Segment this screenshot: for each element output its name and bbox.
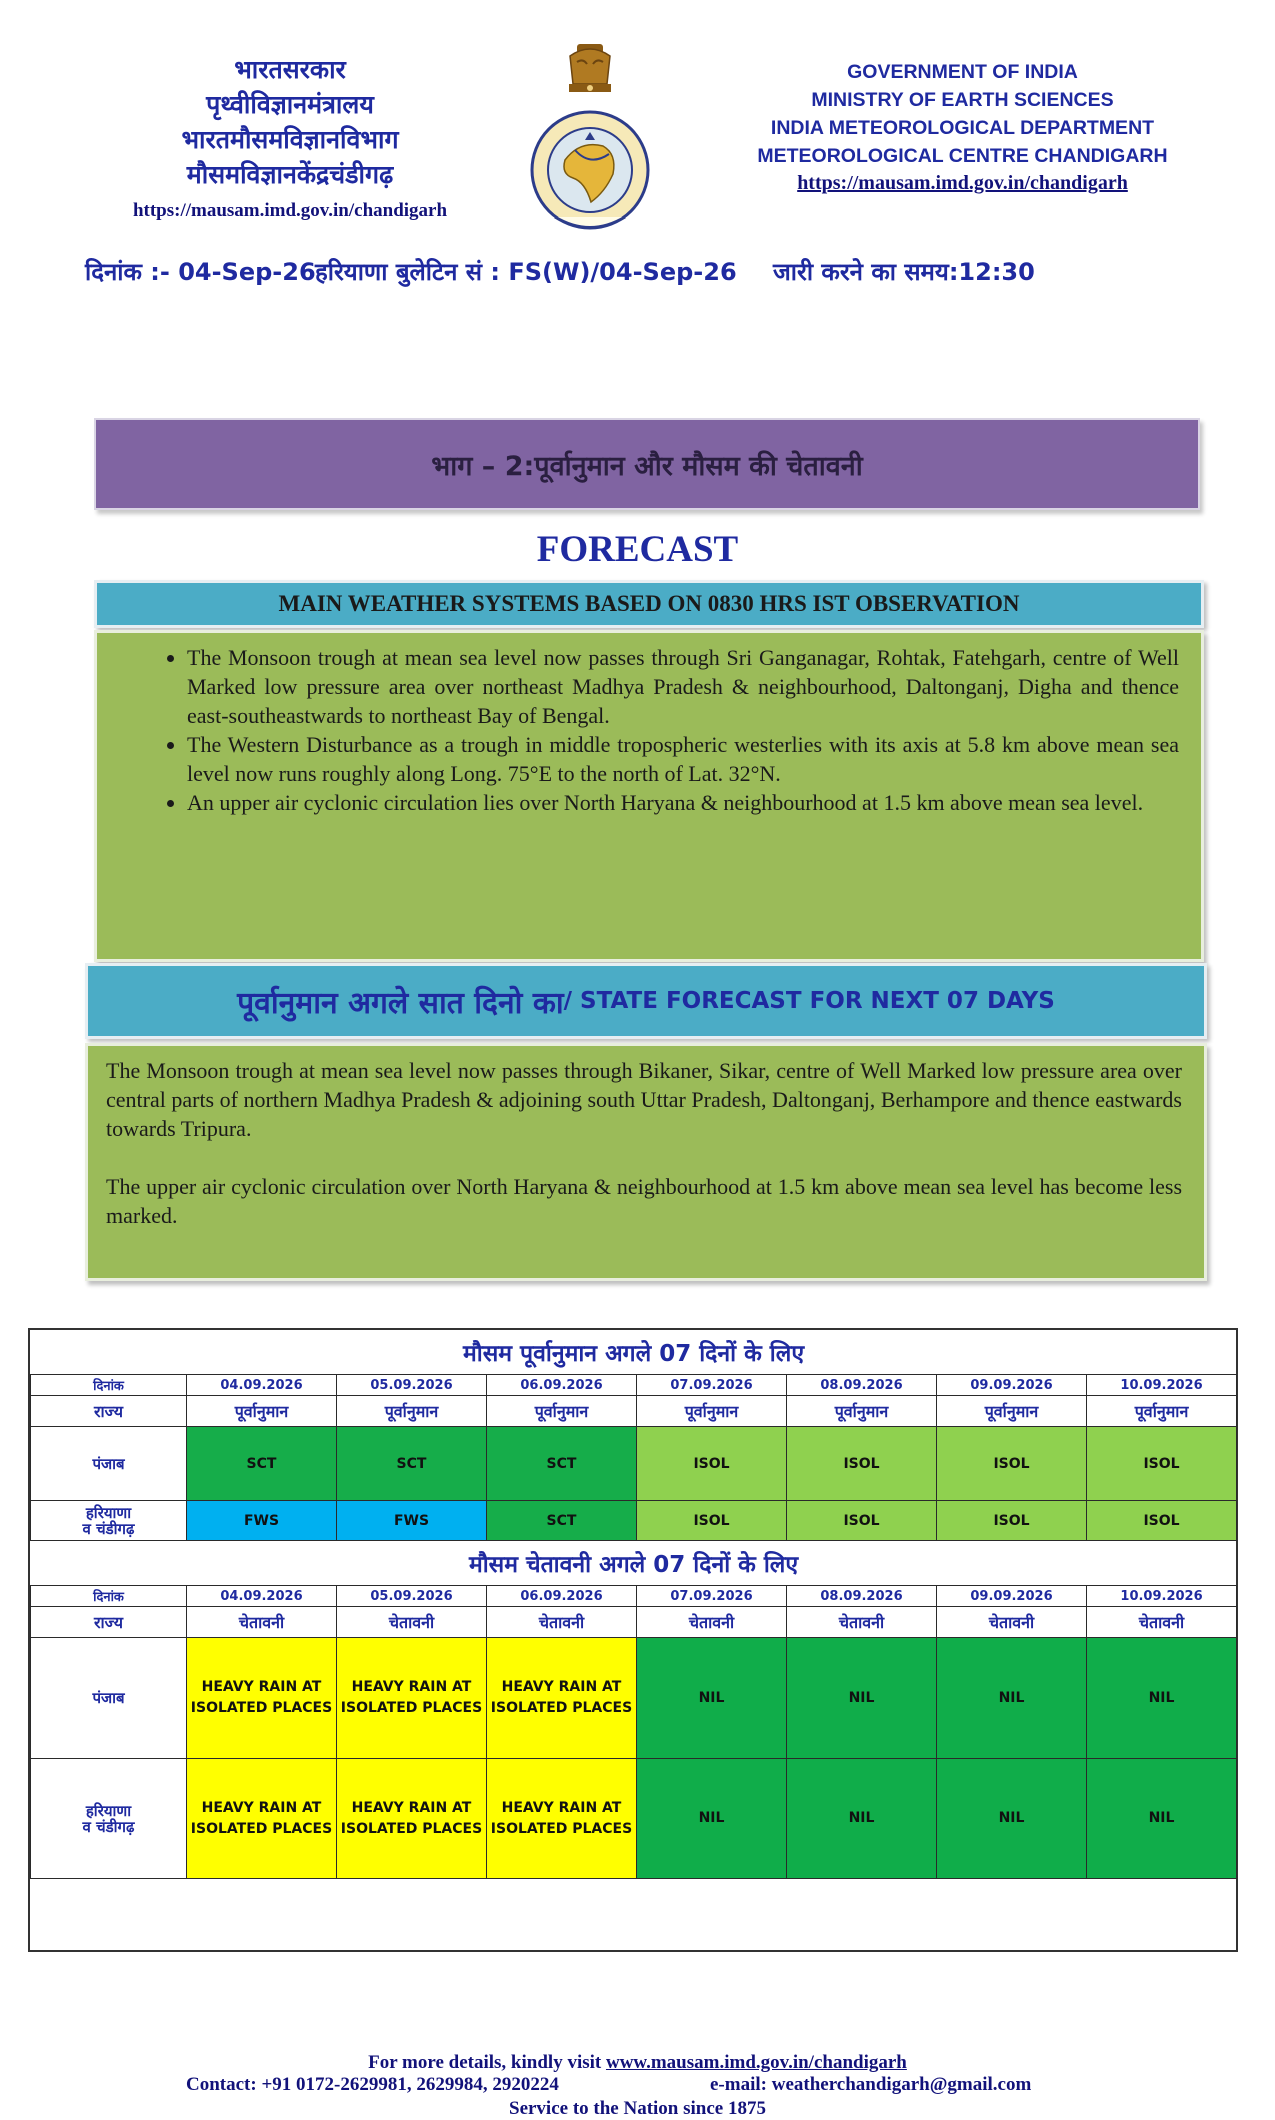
- forecast-label: पूर्वानुमान: [1087, 1396, 1237, 1427]
- state-forecast-box: [85, 1043, 1207, 1281]
- english-header: [735, 58, 1190, 196]
- date-cell: 10.09.2026: [1087, 1375, 1237, 1396]
- hindi-header-line: पृथ्वीविज्ञानमंत्रालय: [206, 90, 374, 119]
- forecast-warning-table: [28, 1328, 1238, 1952]
- date-cell: 05.09.2026: [337, 1375, 487, 1396]
- haryana-forecast-cell: ISOL: [787, 1501, 937, 1541]
- haryana-warning-cell: [337, 1759, 487, 1879]
- date-cell: 10.09.2026: [1087, 1586, 1237, 1607]
- systems-point: • An upper air cyclonic circulation lies over North Haryana & neighbourhood at 1.5 km above mean sea level.: [187, 788, 1179, 817]
- haryana-warning-cell: NIL: [787, 1759, 937, 1879]
- state-forecast-heading-english: / STATE FORECAST FOR NEXT 07 DAYS: [563, 988, 1055, 1014]
- date-cell: 09.09.2026: [937, 1375, 1087, 1396]
- punjab-warning-cell: [187, 1638, 337, 1759]
- part-title-band: [94, 418, 1200, 510]
- date-cell: 07.09.2026: [637, 1375, 787, 1396]
- warning-text: ISOLATED PLACES: [340, 1820, 483, 1837]
- forecast-title: FORECAST: [536, 529, 739, 570]
- bulletin-date: दिनांक :- 04-Sep-26: [85, 258, 316, 286]
- warning-text: HEAVY RAIN AT: [201, 1799, 322, 1816]
- punjab-label: पंजाब: [31, 1638, 187, 1759]
- footer-link[interactable]: www.mausam.imd.gov.in/chandigarh: [605, 2052, 907, 2073]
- punjab-forecast-cell: SCT: [487, 1427, 637, 1501]
- footer-email[interactable]: e-mail: weatherchandigarh@gmail.com: [710, 2074, 1032, 2095]
- warning-label: चेतावनी: [187, 1607, 337, 1638]
- warning-table-title: मौसम चेतावनी अगले 07 दिनों के लिए: [31, 1541, 1237, 1586]
- date-cell: 06.09.2026: [487, 1586, 637, 1607]
- warning-text: HEAVY RAIN AT: [201, 1679, 322, 1695]
- state-label: राज्य: [31, 1396, 187, 1427]
- punjab-forecast-cell: ISOL: [937, 1427, 1087, 1501]
- issue-time: जारी करने का समय:12:30: [773, 258, 1035, 286]
- systems-box: [94, 630, 1204, 962]
- haryana-warning-cell: NIL: [1087, 1759, 1237, 1879]
- punjab-warning-cell: [487, 1638, 637, 1759]
- english-header-line: MINISTRY OF EARTH SCIENCES: [811, 89, 1114, 111]
- warning-text: ISOLATED PLACES: [190, 1700, 333, 1716]
- haryana-forecast-cell: FWS: [337, 1501, 487, 1541]
- date-cell: 07.09.2026: [637, 1586, 787, 1607]
- warning-text: ISOLATED PLACES: [490, 1820, 633, 1837]
- hindi-header-line: मौसमविज्ञानकेंद्रचंडीगढ़: [186, 160, 394, 189]
- haryana-label-line: व चंडीगढ़: [82, 1817, 135, 1836]
- footer: [0, 2052, 1275, 2120]
- haryana-warning-cell: [187, 1759, 337, 1879]
- warning-label: चेतावनी: [787, 1607, 937, 1638]
- warning-label: चेतावनी: [937, 1607, 1087, 1638]
- english-header-line: GOVERNMENT OF INDIA: [847, 61, 1078, 83]
- warning-text: ISOLATED PLACES: [490, 1700, 633, 1716]
- state-forecast-paragraph: The Monsoon trough at mean sea level now passes through Bikaner, Sikar, centre of Well Marked low pressure area over central parts of northern Madhya Pradesh & adjoining south Uttar Pradesh, Daltonganj, Berhampore and thence eastwards towards Tripura.: [106, 1058, 1182, 1141]
- punjab-warning-cell: NIL: [787, 1638, 937, 1759]
- footer-visit-text: For more details, kindly visit: [368, 2052, 606, 2073]
- hindi-header: [60, 52, 520, 222]
- date-cell: 05.09.2026: [337, 1586, 487, 1607]
- punjab-forecast-cell: ISOL: [1087, 1427, 1237, 1501]
- systems-heading: MAIN WEATHER SYSTEMS BASED ON 0830 HRS IST OBSERVATION: [278, 591, 1020, 616]
- hindi-header-link[interactable]: https://mausam.imd.gov.in/chandigarh: [132, 200, 448, 221]
- punjab-forecast-cell: SCT: [337, 1427, 487, 1501]
- forecast-label: पूर्वानुमान: [337, 1396, 487, 1427]
- punjab-forecast-cell: ISOL: [787, 1427, 937, 1501]
- forecast-label: पूर्वानुमान: [487, 1396, 637, 1427]
- part-title: भाग – 2:पूर्वानुमान और मौसम की चेतावनी: [431, 450, 863, 482]
- punjab-warning-cell: NIL: [937, 1638, 1087, 1759]
- date-label: दिनांक: [31, 1586, 187, 1607]
- footer-contact-line: [0, 2074, 1275, 2098]
- systems-point: • The Western Disturbance as a trough in middle tropospheric westerlies with its axis at 5.8 km above mean sea level now runs roughly along Long. 75°E to the north of Lat. 32°N.: [187, 730, 1179, 788]
- warning-text: ISOLATED PLACES: [340, 1700, 483, 1716]
- date-cell: 04.09.2026: [187, 1586, 337, 1607]
- state-forecast-heading-band: [85, 963, 1207, 1039]
- systems-point: • The Monsoon trough at mean sea level now passes through Sri Ganganagar, Rohtak, Fatehgarh, centre of Well Marked low pressure area over northeast Madhya Pradesh & neighbourhood, Daltonganj, Digha and thence east-southeastwards to northeast Bay of Bengal.: [187, 643, 1179, 730]
- warning-text: HEAVY RAIN AT: [501, 1799, 622, 1816]
- haryana-label-line: व चंडीगढ़: [82, 1519, 135, 1538]
- english-header-link[interactable]: https://mausam.imd.gov.in/chandigarh: [797, 172, 1128, 194]
- date-cell: 08.09.2026: [787, 1586, 937, 1607]
- imd-emblem: [525, 42, 655, 232]
- state-forecast-paragraph: The upper air cyclonic circulation over North Haryana & neighbourhood at 1.5 km above mean sea level has become less marked.: [106, 1174, 1182, 1228]
- footer-contact: Contact: +91 0172-2629981, 2629984, 2920224: [186, 2074, 559, 2095]
- punjab-warning-cell: NIL: [1087, 1638, 1237, 1759]
- haryana-warning-cell: NIL: [637, 1759, 787, 1879]
- date-cell: 06.09.2026: [487, 1375, 637, 1396]
- state-label: राज्य: [31, 1607, 187, 1638]
- hindi-header-line: भारतसरकार: [234, 55, 346, 84]
- haryana-warning-cell: NIL: [937, 1759, 1087, 1879]
- punjab-warning-cell: NIL: [637, 1638, 787, 1759]
- punjab-forecast-cell: SCT: [187, 1427, 337, 1501]
- date-cell: 04.09.2026: [187, 1375, 337, 1396]
- warning-text: ISOLATED PLACES: [190, 1820, 333, 1837]
- warning-text: HEAVY RAIN AT: [351, 1679, 472, 1695]
- forecast-table-title: मौसम पूर्वानुमान अगले 07 दिनों के लिए: [31, 1330, 1237, 1375]
- forecast-label: पूर्वानुमान: [937, 1396, 1087, 1427]
- english-header-line: METEOROLOGICAL CENTRE CHANDIGARH: [757, 145, 1168, 167]
- punjab-warning-cell: [337, 1638, 487, 1759]
- haryana-forecast-cell: ISOL: [1087, 1501, 1237, 1541]
- punjab-label: पंजाब: [31, 1427, 187, 1501]
- haryana-warning-cell: [487, 1759, 637, 1879]
- haryana-label-line: हरियाणा: [85, 1801, 132, 1820]
- systems-heading-band: [94, 580, 1204, 628]
- warning-label: चेतावनी: [1087, 1607, 1237, 1638]
- hindi-header-line: भारतमौसमविज्ञानविभाग: [181, 125, 399, 154]
- warning-label: चेतावनी: [637, 1607, 787, 1638]
- forecast-label: पूर्वानुमान: [637, 1396, 787, 1427]
- systems-list: [97, 633, 1201, 817]
- date-cell: 08.09.2026: [787, 1375, 937, 1396]
- english-header-line: INDIA METEOROLOGICAL DEPARTMENT: [770, 117, 1155, 139]
- haryana-forecast-cell: FWS: [187, 1501, 337, 1541]
- warning-text: HEAVY RAIN AT: [501, 1679, 622, 1695]
- warning-label: चेतावनी: [337, 1607, 487, 1638]
- forecast-label: पूर्वानुमान: [187, 1396, 337, 1427]
- date-label: दिनांक: [31, 1375, 187, 1396]
- punjab-forecast-cell: ISOL: [637, 1427, 787, 1501]
- haryana-label: [31, 1501, 187, 1541]
- forecast-label: पूर्वानुमान: [787, 1396, 937, 1427]
- state-forecast-heading-hindi: पूर्वानुमान अगले सात दिनो का: [237, 985, 564, 1021]
- date-cell: 09.09.2026: [937, 1586, 1087, 1607]
- haryana-forecast-cell: SCT: [487, 1501, 637, 1541]
- haryana-forecast-cell: ISOL: [937, 1501, 1087, 1541]
- haryana-forecast-cell: ISOL: [637, 1501, 787, 1541]
- haryana-label: [31, 1759, 187, 1879]
- bulletin-number: हरियाणा बुलेटिन सं : FS(W)/04-Sep-26: [315, 258, 737, 286]
- footer-service: Service to the Nation since 1875: [509, 2098, 766, 2119]
- footer-line: [0, 2052, 1275, 2074]
- haryana-label-line: हरियाणा: [85, 1503, 132, 1522]
- warning-label: चेतावनी: [487, 1607, 637, 1638]
- warning-text: HEAVY RAIN AT: [351, 1799, 472, 1816]
